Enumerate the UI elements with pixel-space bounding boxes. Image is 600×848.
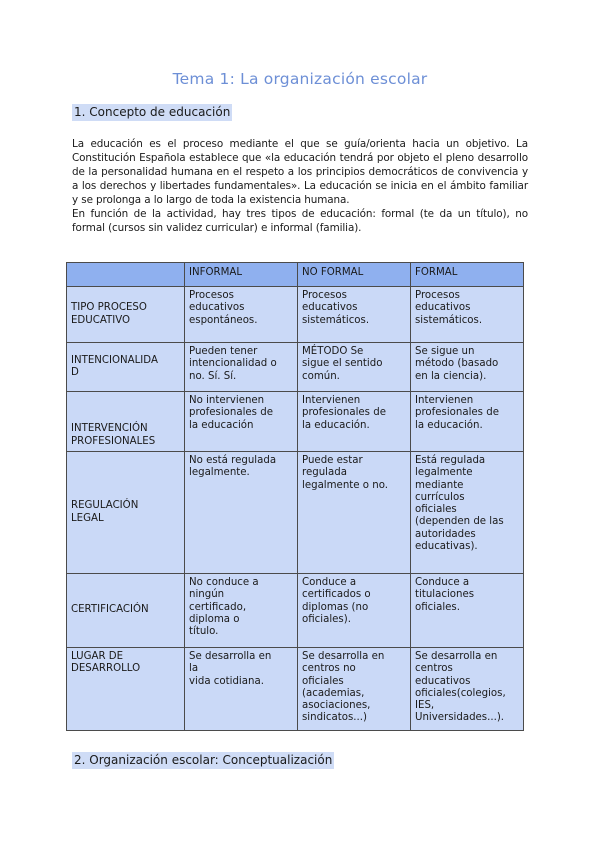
table-header-formal: FORMAL: [411, 263, 524, 287]
table-cell: Se sigue un método (basado en la ciencia).: [411, 343, 524, 392]
table-cell: Intervienen profesionales de la educación.: [411, 392, 524, 452]
row-label: REGULACIÓN LEGAL: [67, 452, 185, 574]
paragraph-definition: La educación es el proceso mediante el que se guía/orienta hacia un objetivo. La Constitución Española establece que «la educación tendrá por objeto el pleno desarrollo de la personalidad humana en el respeto a los principios democráticos de convivencia y a los derechos y libertades fundamentales». La educación se inicia en el ámbito familiar y se prolonga a lo largo de toda la existencia humana.: [72, 138, 528, 206]
row-label: INTENCIONALIDA D: [67, 343, 185, 392]
table-row: [67, 452, 524, 574]
table-cell: Se desarrolla en centros educativos oficiales(colegios, IES, Universidades...).: [411, 648, 524, 731]
table-cell: Pueden tener intencionalidad o no. Sí. Sí.: [185, 343, 298, 392]
section-heading-organizacion: 2. Organización escolar: Conceptualización: [74, 753, 333, 767]
table-header-informal: INFORMAL: [185, 263, 298, 287]
section-heading-concepto: 1. Concepto de educación: [74, 105, 231, 119]
row-label: INTERVENCIÓN PROFESIONALES: [67, 392, 185, 452]
row-label: TIPO PROCESO EDUCATIVO: [67, 287, 185, 343]
table-row: [67, 343, 524, 392]
table-cell: MÉTODO Se sigue el sentido común.: [298, 343, 411, 392]
document-title: Tema 1: La organización escolar: [172, 70, 428, 88]
table-cell: Conduce a titulaciones oficiales.: [411, 574, 524, 648]
table-cell: Procesos educativos sistemáticos.: [298, 287, 411, 343]
table-cell: Está regulada legalmente mediante currículos oficiales (dependen de las autoridades educativas).: [411, 452, 524, 574]
row-label: LUGAR DE DESARROLLO: [67, 648, 185, 731]
table-cell: Se desarrolla en la vida cotidiana.: [185, 648, 298, 731]
intro-text: [72, 137, 528, 235]
table-header-no-formal: NO FORMAL: [298, 263, 411, 287]
table-row: [67, 392, 524, 452]
paragraph-types: En función de la actividad, hay tres tipos de educación: formal (te da un título), no formal (cursos sin validez curricular) e informal (familia).: [72, 208, 528, 234]
table-row: [67, 574, 524, 648]
table-cell: Intervienen profesionales de la educación.: [298, 392, 411, 452]
table-header-empty: [67, 263, 185, 287]
table-cell: Se desarrolla en centros no oficiales (academias, asociaciones, sindicatos...): [298, 648, 411, 731]
table-cell: No intervienen profesionales de la educación: [185, 392, 298, 452]
education-types-table: [66, 262, 524, 731]
table-cell: Puede estar regulada legalmente o no.: [298, 452, 411, 574]
table-header-row: [67, 263, 524, 287]
row-label: CERTIFICACIÓN: [67, 574, 185, 648]
table-cell: No conduce a ningún certificado, diploma o título.: [185, 574, 298, 648]
table-row: [67, 648, 524, 731]
table-row: [67, 287, 524, 343]
table-cell: Procesos educativos sistemáticos.: [411, 287, 524, 343]
table-cell: Procesos educativos espontáneos.: [185, 287, 298, 343]
table-cell: Conduce a certificados o diplomas (no oficiales).: [298, 574, 411, 648]
table-cell: No está regulada legalmente.: [185, 452, 298, 574]
